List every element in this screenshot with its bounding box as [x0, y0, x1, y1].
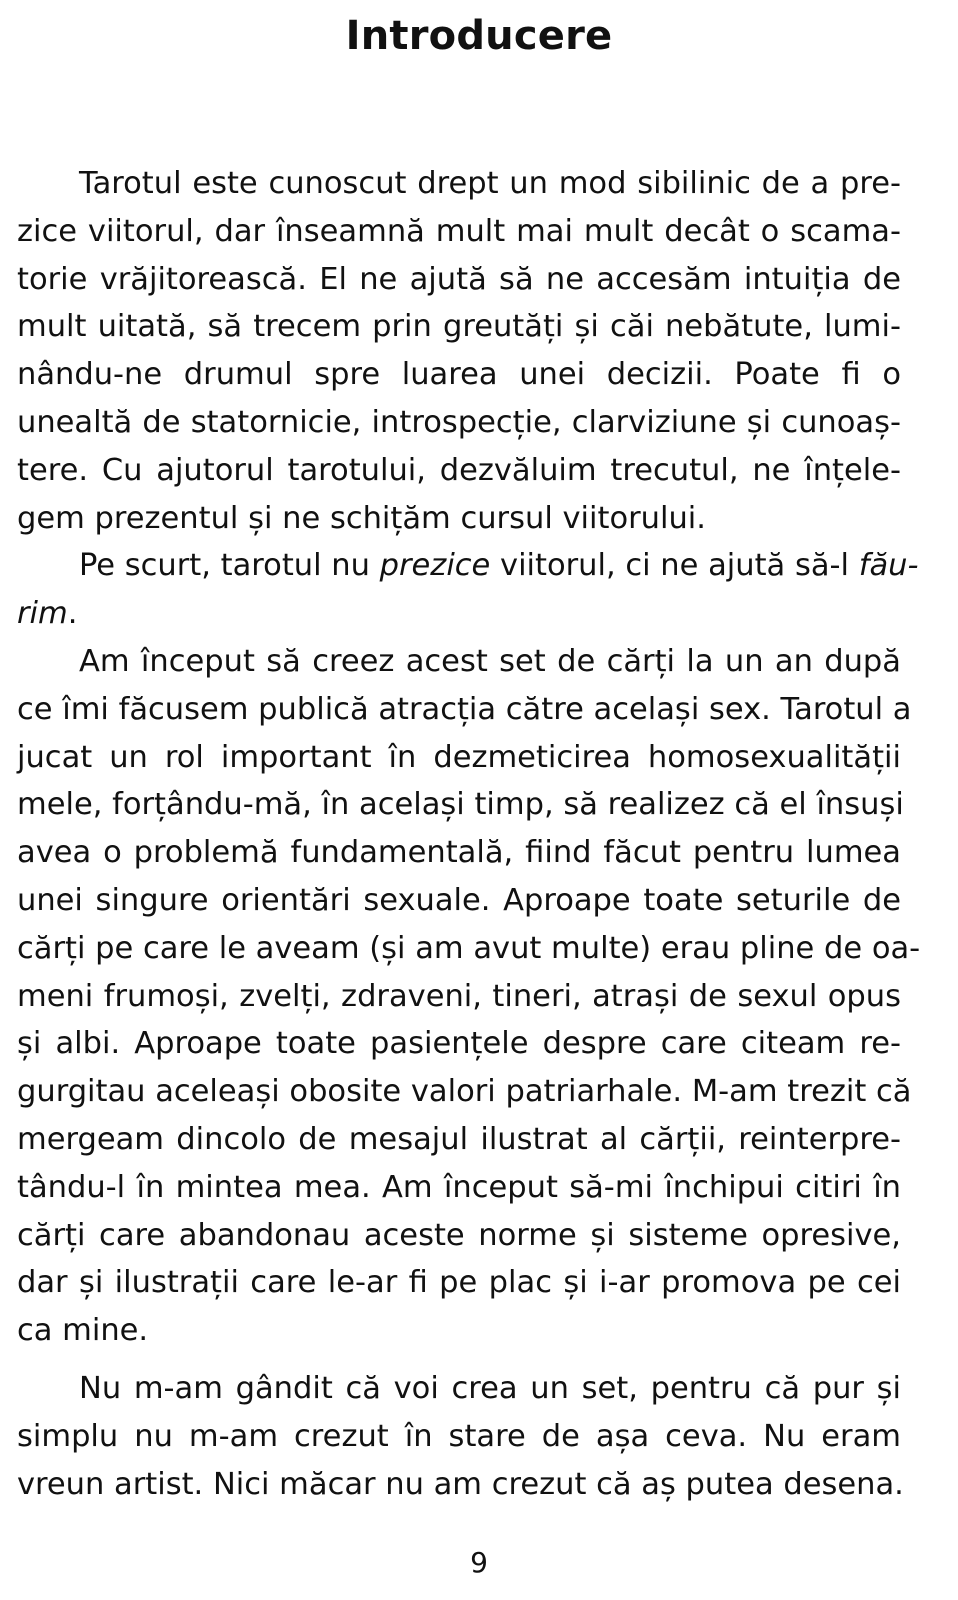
text-line: zice viitorul, dar înseamnă mult mai mult decât o scama- — [17, 213, 901, 249]
text-line: mergeam dincolo de mesajul ilustrat al cărții, reinterpre- — [17, 1121, 901, 1157]
text-line: cărți care abandonau aceste norme și sisteme opresive, — [17, 1217, 901, 1253]
chapter-title: Introducere — [345, 13, 613, 59]
text-line: simplu nu m-am crezut în stare de așa ceva. Nu eram — [17, 1418, 901, 1454]
text-line — [17, 542, 919, 590]
text-line: meni frumoși, zvelți, zdraveni, tineri, atrași de sexul opus — [17, 978, 901, 1014]
paragraph — [17, 638, 921, 1355]
text-line: gurgitau aceleași obosite valori patriarhale. M-am trezit că — [17, 1074, 912, 1110]
text-line: mele, forțându-mă, în același timp, să realizez că el însuși — [17, 787, 904, 823]
text-line: și albi. Aproape toate pasiențele despre care citeam re- — [17, 1026, 901, 1062]
text-run: Pe scurt, tarotul nu — [79, 548, 380, 584]
text-line: torie vrăjitorească. El ne ajută să ne accesăm intuiția de — [17, 261, 901, 297]
text-line: vreun artist. Nici măcar nu am crezut că aș putea desena. — [17, 1466, 904, 1502]
text-line: Am început să creez acest set de cărți la un an după — [79, 643, 901, 679]
text-line: unealtă de statornicie, introspecție, clarviziune și cunoaș- — [17, 404, 901, 440]
paragraph — [17, 542, 919, 638]
text-line: cărți pe care le aveam (și am avut multe) erau pline de oa- — [17, 930, 921, 966]
text-line: unei singure orientări sexuale. Aproape toate seturile de — [17, 882, 901, 918]
text-line: nându-ne drumul spre luarea unei decizii. Poate fi o — [17, 357, 901, 393]
italic-run: fău- — [858, 548, 919, 584]
chapter-body — [17, 160, 921, 1508]
text-line: dar și ilustrații care le-ar fi pe plac și i-ar promova pe cei — [17, 1265, 901, 1301]
text-line: mult uitată, să trecem prin greutăți și căi nebătute, lumi- — [17, 309, 901, 345]
text-run: viitorul, ci ne ajută să-l — [490, 548, 859, 584]
paragraph — [17, 1365, 904, 1508]
text-line: Nu m-am gândit că voi crea un set, pentru că pur și — [79, 1370, 901, 1406]
paragraph — [17, 160, 901, 542]
italic-run: rim — [17, 596, 68, 632]
text-line: gem prezentul și ne schițăm cursul viitorului. — [17, 500, 706, 536]
page-number: 9 — [470, 1546, 488, 1579]
text-line: avea o problemă fundamentală, fiind făcut pentru lumea — [17, 835, 901, 871]
text-line: tându-l în mintea mea. Am început să-mi închipui citiri în — [17, 1169, 901, 1205]
text-line: jucat un rol important în dezmeticirea homosexualității — [17, 739, 901, 775]
text-run: . — [67, 596, 78, 632]
text-line: tere. Cu ajutorul tarotului, dezvăluim trecutul, ne înțele- — [17, 452, 901, 488]
text-line — [17, 590, 901, 638]
italic-run: prezice — [379, 548, 491, 584]
text-line: ca mine. — [17, 1313, 149, 1349]
text-line: Tarotul este cunoscut drept un mod sibilinic de a pre- — [79, 166, 901, 201]
text-line: ce îmi făcusem publică atracția către același sex. Tarotul a — [17, 691, 912, 727]
